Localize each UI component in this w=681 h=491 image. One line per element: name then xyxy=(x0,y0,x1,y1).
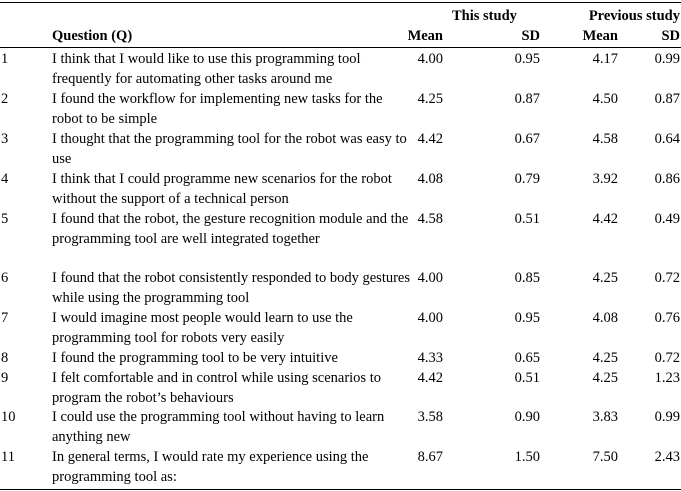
row-number: 3 xyxy=(1,131,9,147)
this-study-sd: 0.51 xyxy=(514,211,540,227)
question-text: I found the programming tool to be very intuitive xyxy=(52,350,338,366)
previous-study-sd: 0.99 xyxy=(654,51,680,67)
this-study-sd: 0.51 xyxy=(514,370,540,386)
row-number: 8 xyxy=(1,350,9,366)
this-study-mean: 4.58 xyxy=(417,211,443,227)
column-header-prev-sd: SD xyxy=(661,28,680,44)
question-text: I thought that the programming tool for the robot was easy to use xyxy=(52,131,407,167)
previous-study-mean: 7.50 xyxy=(592,449,618,465)
row-number: 1 xyxy=(1,51,9,67)
previous-study-mean: 4.50 xyxy=(592,91,618,107)
row-number: 5 xyxy=(1,211,9,227)
previous-study-mean: 4.17 xyxy=(592,51,618,67)
column-header-question: Question (Q) xyxy=(52,28,133,44)
this-study-mean: 4.25 xyxy=(417,91,443,107)
this-study-sd: 0.65 xyxy=(514,350,540,366)
this-study-mean: 4.42 xyxy=(417,131,443,147)
this-study-sd: 0.90 xyxy=(514,409,540,425)
question-text: I think that I would like to use this programming tool frequently for automating other tasks around me xyxy=(52,51,361,87)
group-header-this-study: This study xyxy=(452,8,517,24)
question-text: I think that I could programme new scenarios for the robot without the support of a technical person xyxy=(52,171,392,207)
question-text: I could use the programming tool without having to learn anything new xyxy=(52,409,385,445)
row-number: 6 xyxy=(1,270,9,286)
previous-study-mean: 4.42 xyxy=(592,211,618,227)
previous-study-mean: 4.58 xyxy=(592,131,618,147)
previous-study-mean: 3.92 xyxy=(592,171,618,187)
previous-study-sd: 0.76 xyxy=(654,310,680,326)
previous-study-sd: 1.23 xyxy=(654,370,680,386)
previous-study-sd: 0.49 xyxy=(654,211,680,227)
row-number: 9 xyxy=(1,370,9,386)
top-rule xyxy=(0,2,681,3)
column-header-this-sd: SD xyxy=(521,28,540,44)
group-header-previous-study: Previous study xyxy=(588,8,680,24)
this-study-sd: 0.67 xyxy=(514,131,540,147)
this-study-mean: 4.00 xyxy=(417,310,443,326)
previous-study-sd: 0.72 xyxy=(654,270,680,286)
previous-study-sd: 0.64 xyxy=(654,131,680,147)
previous-study-mean: 4.25 xyxy=(592,350,618,366)
previous-study-mean: 4.25 xyxy=(592,270,618,286)
previous-study-sd: 0.99 xyxy=(654,409,680,425)
this-study-mean: 4.00 xyxy=(417,51,443,67)
row-number: 7 xyxy=(1,310,9,326)
row-number: 11 xyxy=(1,449,15,465)
this-study-sd: 0.85 xyxy=(514,270,540,286)
question-text: I found that the robot consistently responded to body gestures while using the programming tool xyxy=(52,270,411,306)
this-study-mean: 4.00 xyxy=(417,270,443,286)
this-study-mean: 3.58 xyxy=(417,409,443,425)
previous-study-mean: 4.25 xyxy=(592,370,618,386)
previous-study-sd: 0.72 xyxy=(654,350,680,366)
column-header-prev-mean: Mean xyxy=(582,28,618,44)
header-rule xyxy=(0,47,681,48)
previous-study-mean: 3.83 xyxy=(592,409,618,425)
previous-study-sd: 2.43 xyxy=(654,449,680,465)
row-number: 2 xyxy=(1,91,9,107)
column-header-this-mean: Mean xyxy=(407,28,443,44)
this-study-mean: 4.08 xyxy=(417,171,443,187)
this-study-mean: 8.67 xyxy=(417,449,443,465)
question-text: I would imagine most people would learn to use the programming tool for robots very easily xyxy=(52,310,353,346)
this-study-sd: 0.87 xyxy=(514,91,540,107)
previous-study-sd: 0.87 xyxy=(654,91,680,107)
this-study-mean: 4.33 xyxy=(417,350,443,366)
row-number: 4 xyxy=(1,171,9,187)
bottom-rule xyxy=(0,489,681,490)
question-text: I felt comfortable and in control while using scenarios to program the robot’s behaviours xyxy=(52,370,381,406)
question-text: In general terms, I would rate my experience using the programming tool as: xyxy=(52,449,369,485)
this-study-sd: 0.95 xyxy=(514,310,540,326)
previous-study-sd: 0.86 xyxy=(654,171,680,187)
question-text: I found that the robot, the gesture recognition module and the programming tool are well integrated together xyxy=(52,211,409,247)
previous-study-mean: 4.08 xyxy=(592,310,618,326)
question-text: I found the workflow for implementing new tasks for the robot to be simple xyxy=(52,91,383,127)
this-study-sd: 1.50 xyxy=(514,449,540,465)
this-study-sd: 0.79 xyxy=(514,171,540,187)
this-study-sd: 0.95 xyxy=(514,51,540,67)
this-study-mean: 4.42 xyxy=(417,370,443,386)
row-number: 10 xyxy=(1,409,16,425)
